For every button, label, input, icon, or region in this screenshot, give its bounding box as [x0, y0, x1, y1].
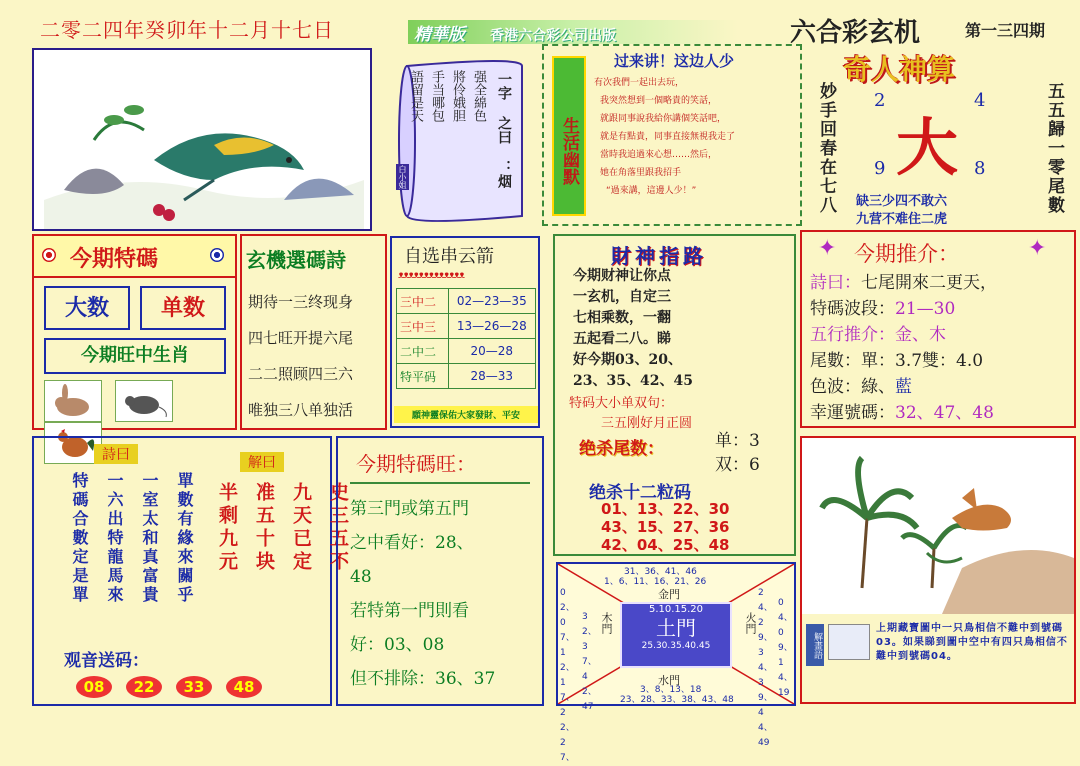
gate-nums-left: 02、07、12、17、22、27、 [560, 588, 575, 763]
bird-tree-illustration [802, 438, 1074, 614]
humor-line: 我突然想到一個略貴的笑話， [600, 96, 718, 106]
riddle-box [806, 622, 1072, 700]
poem-scroll [392, 56, 532, 226]
poem-label: 詩曰： [810, 273, 861, 293]
edition-banner [408, 20, 738, 44]
chuanyun-table [396, 288, 536, 389]
jie-column: 准五十块 [253, 482, 275, 574]
gate-nums-top: 31、36、41、46 [624, 567, 697, 577]
jie-label: 解曰 [240, 452, 284, 472]
chuanyun-value: 02—23—35 [448, 289, 535, 314]
lucky-ball: 48 [226, 676, 262, 698]
target-icon [210, 248, 224, 262]
humor-line: 當時我追過來心想……然后， [600, 150, 718, 160]
dxds-answer: 三五刚好月正圆 [601, 416, 693, 431]
scroll-hint-3: ：烟 [496, 160, 512, 188]
sparkle-icon: ✦ [818, 236, 837, 261]
caishen-line: 一玄机，自定三 [573, 289, 671, 305]
riddle-label: 解畫語 [806, 624, 824, 666]
lucky-ball: 22 [126, 676, 162, 698]
gate-nums-top: 1、6、11、16、21、26 [604, 577, 707, 587]
rabbit-icon [44, 380, 102, 422]
chuanyun-value: 13—26—28 [448, 314, 535, 339]
qiren-num: 2 [874, 90, 886, 111]
tema-title: 今期特碼 [70, 246, 159, 272]
tuijie-label: 五行推介： [810, 325, 895, 345]
date-heading: 二零二四年癸卯年十二月十七日 [40, 18, 334, 42]
tuijie-value: 金、木 [895, 325, 946, 345]
chuanyun-value: 20—28 [448, 339, 535, 364]
target-icon [42, 248, 56, 262]
jie-column: 九天已定 [290, 482, 312, 574]
tuijie-value: 32、47、48 [895, 403, 994, 423]
jie-column: 半剩九元 [216, 482, 238, 574]
kill12-row: 43、15、27、36 [601, 518, 730, 536]
riddle-icon [828, 624, 870, 660]
decor-dots: ᴥᴥᴥᴥᴥᴥᴥᴥᴥᴥᴥᴥᴥ [398, 270, 464, 281]
scroll-line: 手当哪包 [429, 70, 444, 122]
tuijie-value: 21—30 [895, 299, 956, 319]
chuanyun-label: 三中三 [397, 314, 449, 339]
chuanyun-label: 二中二 [397, 339, 449, 364]
xuanji-panel [240, 234, 387, 430]
wang-title: 今期特碼旺： [356, 452, 476, 476]
big-number-tag: 大数 [44, 286, 130, 330]
caishen-line: 好今期03、20、 [573, 352, 682, 368]
qiren-num: 4 [974, 90, 986, 111]
bird-illustration [34, 50, 370, 229]
scroll-stamp: 白小姐 [398, 165, 407, 189]
xuanji-title: 玄機選碼詩 [246, 248, 346, 272]
gate-nums-bottom: 3、8、13、18 [640, 685, 702, 695]
brand-title: 六合彩玄机 [790, 18, 921, 48]
humor-line: 有次我們一起出去玩， [594, 78, 685, 88]
kill12-title: 绝杀十二粒码 [589, 483, 691, 503]
wang-panel [336, 436, 544, 706]
earth-gate [620, 602, 732, 668]
shiyue-column: 一六出特龍馬來 [105, 472, 124, 605]
caishen-line: 今期财神让你点 [573, 268, 671, 284]
xuanji-line: 期待一三终现身 [248, 293, 354, 311]
wang-line: 好：03、08 [350, 635, 445, 655]
wang-line: 第三門或第五門 [350, 499, 469, 519]
rat-icon [115, 380, 173, 422]
sparkle-icon: ✦ [1028, 236, 1047, 261]
lucky-ball: 33 [176, 676, 212, 698]
qiren-num: 8 [974, 158, 986, 179]
gate-right-label: 火門 [744, 612, 757, 634]
bird-painting [32, 48, 372, 231]
tuijie-label: 特碼波段： [810, 299, 895, 319]
kill12-row: 42、04、25、48 [601, 536, 730, 554]
earth-gate-label: 土門 [656, 616, 696, 640]
qiren-left-column: 妙手回春在七八 [816, 82, 836, 215]
caishen-line: 七相乘数，一翻 [573, 310, 671, 326]
wang-line: 但不排除：36、37 [350, 669, 496, 689]
chuanyun-label: 三中二 [397, 289, 449, 314]
wang-line: 之中看好：28、 [350, 533, 474, 553]
qiren-big-char: 大 [896, 111, 959, 184]
shiyue-column: 單數有緣來關乎 [175, 472, 194, 605]
chuanyun-panel [390, 236, 540, 428]
kill-tail-odd: 单：3 [715, 431, 760, 451]
humor-line: 她在角落里跟我招手 [600, 168, 682, 178]
five-gates-panel [556, 562, 796, 763]
xuanji-line: 唯独三八单独活 [248, 401, 354, 419]
tuijie-label: 幸運號碼： [810, 403, 895, 423]
issue-number: 第一三四期 [965, 21, 1046, 40]
gate-nums-right: 24、29、34、39、44、49 [758, 588, 773, 748]
scroll-hint: 一字 [496, 72, 512, 100]
scroll-hint-2: 之曰 [496, 116, 512, 144]
qiren-num: 9 [874, 158, 886, 179]
riddle-text: 上期藏寶圖中一只鳥相信不難中到號碼03。如果睇到圖中空中有四只鳥相信不難中到號碼04。 [876, 623, 1068, 662]
qiren-bottom-line: 九营不难住二虎 [856, 212, 948, 227]
kill-tail-even: 双：6 [715, 455, 760, 475]
shiyue-column: 特碼合數定是單 [70, 472, 89, 605]
gate-nums-bottom: 23、28、33、38、43、48 [620, 695, 734, 705]
gate-bottom-label: 水門 [658, 674, 680, 687]
tuijie-label: 尾數：單： [810, 351, 895, 371]
shiyue-label: 詩曰 [94, 444, 138, 464]
gate-nums-right: 04、09、14、19 [778, 598, 793, 698]
chuanyun-title: 自选串云箭 [404, 246, 494, 267]
publisher-label: 香港六合彩公司出版 [490, 28, 617, 44]
shiyue-panel [32, 436, 349, 706]
tema-panel [32, 234, 237, 430]
tuijie-title: 今期推介： [854, 242, 959, 266]
chuanyun-footer: 願神靈保佑大家發財、平安 [394, 406, 538, 423]
qiren-bottom-line: 缺三少四不敢六 [856, 194, 948, 209]
scroll-line: 將伶娥胆 [450, 70, 465, 122]
caishen-panel [553, 234, 796, 556]
wang-line: 若特第一門則看 [350, 601, 469, 621]
gate-top-label: 金門 [658, 588, 680, 601]
earth-gate-bottom: 25.30.35.40.45 [641, 641, 711, 651]
wang-divider [350, 482, 530, 484]
life-humor-label: 生活幽默 [552, 56, 586, 216]
kill-tail-label: 绝杀尾数： [579, 439, 664, 459]
qiren-right-column: 五五歸一零尾數 [1044, 82, 1064, 215]
earth-gate-top: 5.10.15.20 [648, 604, 704, 615]
gate-nums-left: 32、37、42、47 [582, 612, 597, 712]
guanyin-label: 观音送码： [64, 651, 149, 671]
lucky-ball: 08 [76, 676, 112, 698]
qiren-title: 奇人神算 [843, 53, 956, 86]
caishen-line: 五起看二八。睇 [573, 331, 671, 347]
odd-number-tag: 单数 [140, 286, 226, 330]
life-humor-title: 过来讲！这边人少 [614, 52, 735, 70]
humor-line: 就跟同事說我給你講個笑話吧， [600, 114, 727, 124]
treasure-painting [800, 436, 1076, 704]
xuanji-line: 四七旺开提六尾 [248, 329, 354, 347]
tuijie-panel [800, 230, 1076, 428]
qiren-panel [808, 48, 1073, 228]
tuijie-value: 藍 [895, 377, 912, 397]
chuanyun-label: 特平码 [397, 364, 449, 389]
life-humor-panel [542, 44, 802, 226]
kill12-row: 01、13、22、30 [601, 500, 730, 518]
caishen-line: 23、35、42、45 [573, 373, 693, 389]
scroll-line: 語留是天 [408, 70, 423, 122]
chuanyun-value: 28—33 [448, 364, 535, 389]
edition-label: 精華版 [414, 25, 465, 45]
zodiac-title: 今期旺中生肖 [44, 338, 226, 374]
humor-line: “過來講，這邊人少！” [606, 186, 697, 196]
xuanji-line: 二二照顾四三六 [248, 365, 354, 383]
wang-line: 48 [350, 567, 372, 587]
poem-text: 七尾開來二更天， [861, 273, 997, 293]
caishen-title: 財神指路 [611, 244, 707, 268]
shiyue-column: 一室太和真富貴 [140, 472, 159, 605]
jie-column: 史三五不 [327, 482, 349, 574]
gate-left-label: 木門 [600, 612, 613, 634]
tuijie-label: 色波：綠、 [810, 377, 895, 397]
scroll-line: 强全綿色 [471, 70, 486, 122]
humor-line: 就是有點貴，同事直接無視我走了 [600, 132, 736, 142]
dxds-title: 特码大小单双句： [569, 396, 674, 411]
tuijie-value: 3.7雙：4.0 [895, 351, 984, 371]
